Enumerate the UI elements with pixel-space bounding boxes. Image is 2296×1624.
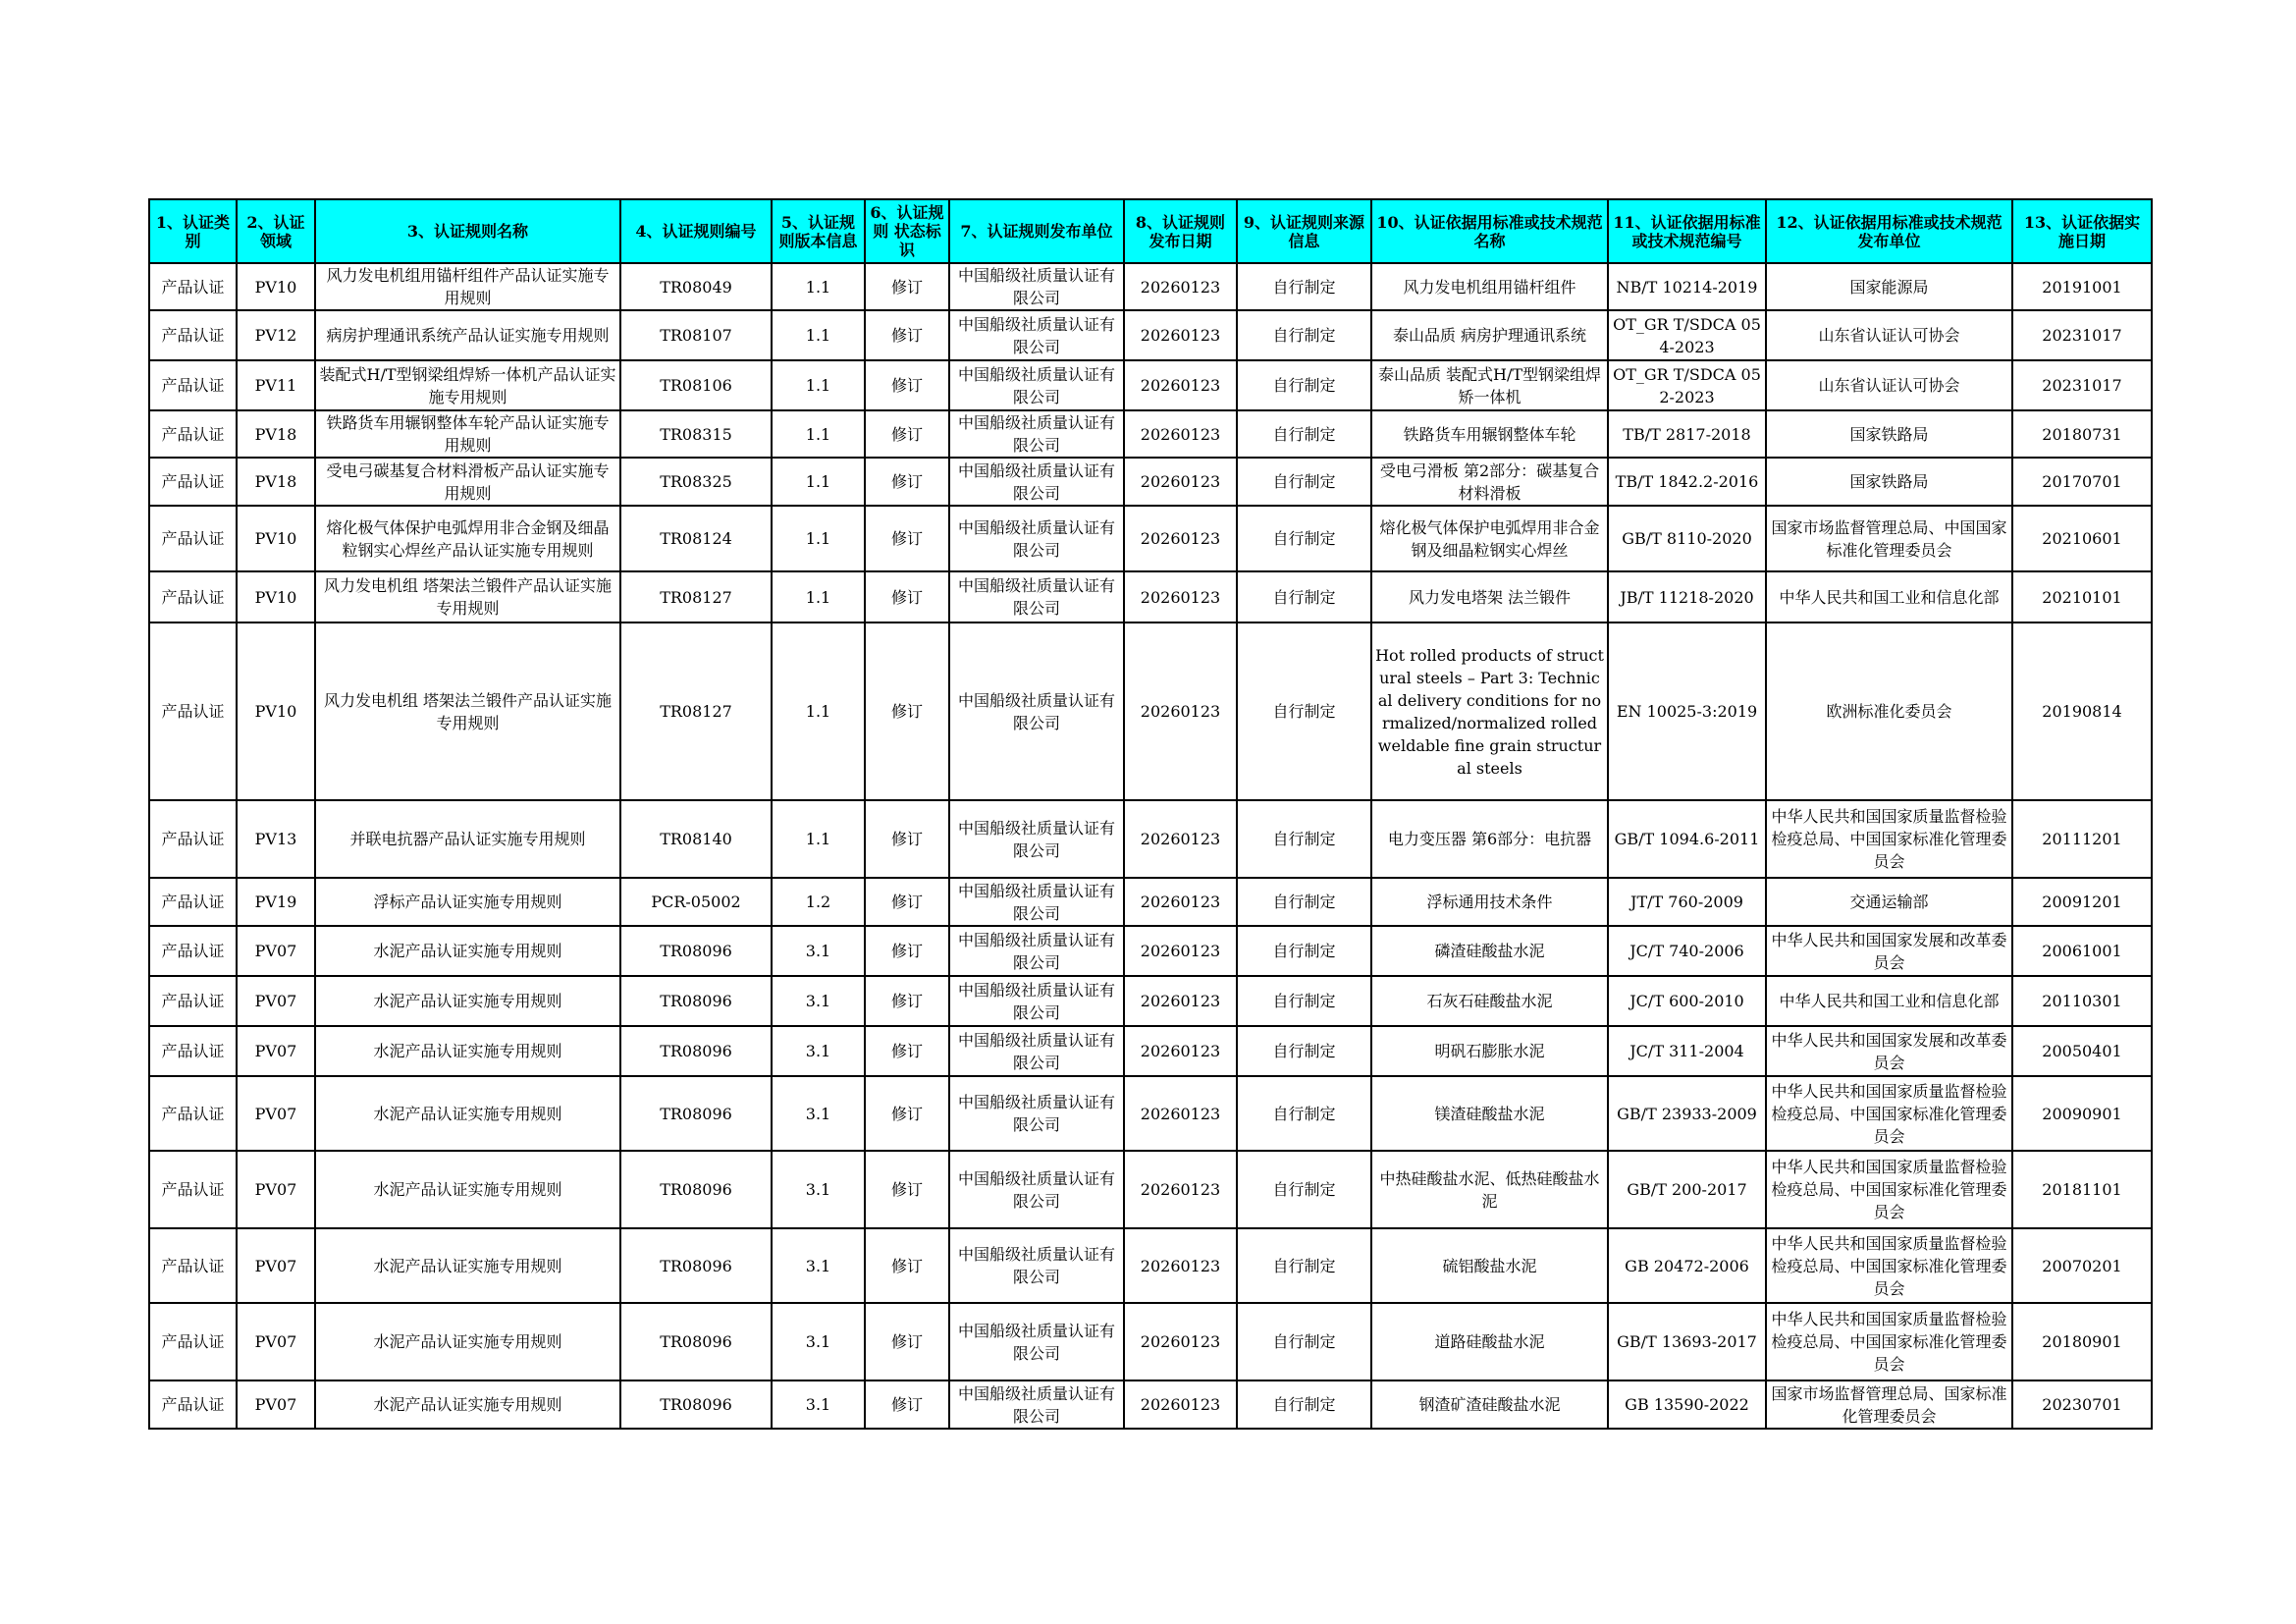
header-rule-status: 6、认证规则 状态标识 [865, 199, 949, 263]
cell-cert-field: PV07 [237, 1076, 315, 1151]
cell-rule-number: TR08124 [620, 506, 772, 571]
cell-rule-status: 修订 [865, 1303, 949, 1380]
cell-cert-category: 产品认证 [149, 1076, 237, 1151]
table-row [149, 623, 2152, 800]
cell-cert-category: 产品认证 [149, 623, 237, 800]
cell-source: 自行制定 [1237, 926, 1371, 976]
cell-rule-number: TR08325 [620, 458, 772, 506]
cell-rule-version: 1.1 [772, 800, 865, 878]
cell-publish-date: 20260123 [1124, 1076, 1237, 1151]
cell-rule-name: 风力发电机组 塔架法兰锻件产品认证实施专用规则 [315, 623, 620, 800]
cell-rule-version: 3.1 [772, 976, 865, 1026]
cell-rule-number: TR08096 [620, 926, 772, 976]
table-row [149, 1380, 2152, 1429]
table-row [149, 926, 2152, 976]
cell-source: 自行制定 [1237, 623, 1371, 800]
cell-effective-date: 20210101 [2012, 571, 2152, 623]
cell-standard-number: JC/T 311-2004 [1608, 1026, 1766, 1076]
cell-standard-name: 泰山品质 装配式H/T型钢梁组焊矫一体机 [1371, 360, 1608, 410]
cell-rule-name: 水泥产品认证实施专用规则 [315, 1303, 620, 1380]
table-row [149, 878, 2152, 926]
cell-cert-field: PV07 [237, 1026, 315, 1076]
cell-rule-version: 3.1 [772, 926, 865, 976]
cell-cert-field: PV19 [237, 878, 315, 926]
header-effective-date: 13、认证依据实施日期 [2012, 199, 2152, 263]
cell-rule-version: 1.1 [772, 571, 865, 623]
cell-rule-version: 1.1 [772, 263, 865, 310]
cell-rule-status: 修订 [865, 926, 949, 976]
cell-rule-number: TR08106 [620, 360, 772, 410]
cell-rule-name: 浮标产品认证实施专用规则 [315, 878, 620, 926]
cell-rule-name: 水泥产品认证实施专用规则 [315, 976, 620, 1026]
cell-rule-version: 3.1 [772, 1228, 865, 1303]
cell-publish-date: 20260123 [1124, 1228, 1237, 1303]
cell-standard-name: Hot rolled products of structural steels – Part 3: Technical delivery conditions for normalized/normalized rolled weldable fine grain structural steels [1371, 623, 1608, 800]
cell-rule-name: 水泥产品认证实施专用规则 [315, 1076, 620, 1151]
cell-rule-name: 风力发电机组 塔架法兰锻件产品认证实施专用规则 [315, 571, 620, 623]
table-row [149, 1026, 2152, 1076]
cell-standard-name: 磷渣硅酸盐水泥 [1371, 926, 1608, 976]
cell-rule-version: 3.1 [772, 1151, 865, 1228]
cell-publish-date: 20260123 [1124, 1303, 1237, 1380]
cell-standard-name: 浮标通用技术条件 [1371, 878, 1608, 926]
cell-cert-category: 产品认证 [149, 1228, 237, 1303]
cell-effective-date: 20091201 [2012, 878, 2152, 926]
cell-source: 自行制定 [1237, 506, 1371, 571]
cell-standard-issuer: 中华人民共和国国家质量监督检验检疫总局、中国国家标准化管理委员会 [1766, 1151, 2012, 1228]
cell-rule-status: 修订 [865, 263, 949, 310]
cell-standard-name: 中热硅酸盐水泥、低热硅酸盐水泥 [1371, 1151, 1608, 1228]
cell-cert-category: 产品认证 [149, 1380, 237, 1429]
cell-rule-version: 1.1 [772, 310, 865, 360]
cell-standard-issuer: 山东省认证认可协会 [1766, 360, 2012, 410]
cell-cert-category: 产品认证 [149, 800, 237, 878]
cell-rule-status: 修订 [865, 506, 949, 571]
cell-publish-date: 20260123 [1124, 800, 1237, 878]
cell-publisher: 中国船级社质量认证有限公司 [949, 976, 1124, 1026]
cell-source: 自行制定 [1237, 1076, 1371, 1151]
cell-publisher: 中国船级社质量认证有限公司 [949, 926, 1124, 976]
cell-publisher: 中国船级社质量认证有限公司 [949, 571, 1124, 623]
cell-standard-issuer: 中华人民共和国国家质量监督检验检疫总局、中国国家标准化管理委员会 [1766, 1076, 2012, 1151]
cell-source: 自行制定 [1237, 800, 1371, 878]
cell-rule-name: 铁路货车用辗钢整体车轮产品认证实施专用规则 [315, 410, 620, 458]
cell-standard-issuer: 中华人民共和国国家质量监督检验检疫总局、中国国家标准化管理委员会 [1766, 800, 2012, 878]
cell-cert-category: 产品认证 [149, 571, 237, 623]
cell-effective-date: 20181101 [2012, 1151, 2152, 1228]
cell-standard-name: 电力变压器 第6部分：电抗器 [1371, 800, 1608, 878]
cell-standard-issuer: 山东省认证认可协会 [1766, 310, 2012, 360]
cell-publisher: 中国船级社质量认证有限公司 [949, 360, 1124, 410]
cell-rule-version: 3.1 [772, 1380, 865, 1429]
cell-source: 自行制定 [1237, 1026, 1371, 1076]
cell-effective-date: 20230701 [2012, 1380, 2152, 1429]
cell-rule-status: 修订 [865, 976, 949, 1026]
cell-rule-status: 修订 [865, 310, 949, 360]
cell-publisher: 中国船级社质量认证有限公司 [949, 623, 1124, 800]
header-rule-number: 4、认证规则编号 [620, 199, 772, 263]
cell-standard-number: JC/T 600-2010 [1608, 976, 1766, 1026]
cell-standard-name: 石灰石硅酸盐水泥 [1371, 976, 1608, 1026]
cell-rule-number: TR08315 [620, 410, 772, 458]
cell-standard-number: NB/T 10214-2019 [1608, 263, 1766, 310]
cell-cert-field: PV12 [237, 310, 315, 360]
cell-standard-number: GB 20472-2006 [1608, 1228, 1766, 1303]
cell-standard-name: 泰山品质 病房护理通讯系统 [1371, 310, 1608, 360]
cell-effective-date: 20110301 [2012, 976, 2152, 1026]
table-row [149, 263, 2152, 310]
cell-standard-number: OT_GR T/SDCA 052-2023 [1608, 360, 1766, 410]
cell-rule-number: TR08140 [620, 800, 772, 878]
cell-publish-date: 20260123 [1124, 360, 1237, 410]
cell-publisher: 中国船级社质量认证有限公司 [949, 410, 1124, 458]
cell-cert-field: PV07 [237, 926, 315, 976]
header-standard-issuer: 12、认证依据用标准或技术规范发布单位 [1766, 199, 2012, 263]
cell-source: 自行制定 [1237, 1303, 1371, 1380]
cell-rule-version: 1.1 [772, 360, 865, 410]
cell-standard-issuer: 国家市场监督管理总局、中国国家标准化管理委员会 [1766, 506, 2012, 571]
cell-rule-number: TR08096 [620, 1151, 772, 1228]
cell-publisher: 中国船级社质量认证有限公司 [949, 310, 1124, 360]
cell-rule-version: 1.1 [772, 458, 865, 506]
cell-standard-issuer: 欧洲标准化委员会 [1766, 623, 2012, 800]
cell-publisher: 中国船级社质量认证有限公司 [949, 1228, 1124, 1303]
cell-cert-category: 产品认证 [149, 263, 237, 310]
cell-standard-issuer: 国家市场监督管理总局、国家标准化管理委员会 [1766, 1380, 2012, 1429]
cell-rule-name: 水泥产品认证实施专用规则 [315, 1151, 620, 1228]
cell-cert-field: PV13 [237, 800, 315, 878]
cell-cert-category: 产品认证 [149, 926, 237, 976]
cell-publish-date: 20260123 [1124, 878, 1237, 926]
cell-standard-number: GB/T 23933-2009 [1608, 1076, 1766, 1151]
cell-standard-issuer: 中华人民共和国国家发展和改革委员会 [1766, 926, 2012, 976]
cell-effective-date: 20231017 [2012, 360, 2152, 410]
cell-standard-name: 风力发电机组用锚杆组件 [1371, 263, 1608, 310]
table-row [149, 410, 2152, 458]
cell-cert-category: 产品认证 [149, 410, 237, 458]
cell-publish-date: 20260123 [1124, 506, 1237, 571]
cell-standard-number: GB/T 1094.6-2011 [1608, 800, 1766, 878]
cell-cert-category: 产品认证 [149, 506, 237, 571]
table-row [149, 800, 2152, 878]
cell-publish-date: 20260123 [1124, 1380, 1237, 1429]
cell-rule-name: 水泥产品认证实施专用规则 [315, 1228, 620, 1303]
cell-rule-number: TR08127 [620, 571, 772, 623]
header-cert-field: 2、认证领域 [237, 199, 315, 263]
cell-rule-name: 水泥产品认证实施专用规则 [315, 1026, 620, 1076]
cell-publish-date: 20260123 [1124, 310, 1237, 360]
cell-standard-number: EN 10025-3:2019 [1608, 623, 1766, 800]
cell-standard-name: 风力发电塔架 法兰锻件 [1371, 571, 1608, 623]
cell-rule-name: 水泥产品认证实施专用规则 [315, 926, 620, 976]
cell-effective-date: 20090901 [2012, 1076, 2152, 1151]
cell-rule-name: 水泥产品认证实施专用规则 [315, 1380, 620, 1429]
header-publisher: 7、认证规则发布单位 [949, 199, 1124, 263]
cell-rule-status: 修订 [865, 623, 949, 800]
cell-publish-date: 20260123 [1124, 263, 1237, 310]
cell-source: 自行制定 [1237, 458, 1371, 506]
cell-publisher: 中国船级社质量认证有限公司 [949, 1380, 1124, 1429]
cell-effective-date: 20170701 [2012, 458, 2152, 506]
cell-standard-number: JT/T 760-2009 [1608, 878, 1766, 926]
cell-publisher: 中国船级社质量认证有限公司 [949, 506, 1124, 571]
header-source: 9、认证规则来源信息 [1237, 199, 1371, 263]
header-rule-version: 5、认证规则版本信息 [772, 199, 865, 263]
cell-source: 自行制定 [1237, 410, 1371, 458]
cell-publish-date: 20260123 [1124, 458, 1237, 506]
cell-rule-status: 修订 [865, 800, 949, 878]
cell-rule-status: 修订 [865, 360, 949, 410]
cell-standard-number: TB/T 2817-2018 [1608, 410, 1766, 458]
cell-publisher: 中国船级社质量认证有限公司 [949, 1303, 1124, 1380]
cell-standard-name: 钢渣矿渣硅酸盐水泥 [1371, 1380, 1608, 1429]
table-row [149, 1151, 2152, 1228]
table-row [149, 1076, 2152, 1151]
cell-source: 自行制定 [1237, 976, 1371, 1026]
cell-standard-name: 受电弓滑板 第2部分：碳基复合材料滑板 [1371, 458, 1608, 506]
table-row [149, 310, 2152, 360]
cell-effective-date: 20191001 [2012, 263, 2152, 310]
cell-standard-number: GB/T 200-2017 [1608, 1151, 1766, 1228]
cell-effective-date: 20190814 [2012, 623, 2152, 800]
cell-cert-category: 产品认证 [149, 1303, 237, 1380]
cell-rule-name: 受电弓碳基复合材料滑板产品认证实施专用规则 [315, 458, 620, 506]
cell-cert-field: PV07 [237, 1151, 315, 1228]
cell-rule-status: 修订 [865, 1228, 949, 1303]
cell-rule-status: 修订 [865, 410, 949, 458]
header-standard-name: 10、认证依据用标准或技术规范名称 [1371, 199, 1608, 263]
cell-rule-name: 风力发电机组用锚杆组件产品认证实施专用规则 [315, 263, 620, 310]
cell-rule-number: TR08096 [620, 1303, 772, 1380]
cell-publisher: 中国船级社质量认证有限公司 [949, 878, 1124, 926]
cell-cert-field: PV07 [237, 1380, 315, 1429]
cell-publisher: 中国船级社质量认证有限公司 [949, 1026, 1124, 1076]
cell-source: 自行制定 [1237, 1151, 1371, 1228]
cell-rule-name: 熔化极气体保护电弧焊用非合金钢及细晶粒钢实心焊丝产品认证实施专用规则 [315, 506, 620, 571]
cell-publisher: 中国船级社质量认证有限公司 [949, 1151, 1124, 1228]
cell-rule-number: TR08107 [620, 310, 772, 360]
cell-source: 自行制定 [1237, 1228, 1371, 1303]
header-cert-category: 1、认证类别 [149, 199, 237, 263]
table-row [149, 976, 2152, 1026]
cell-standard-issuer: 国家能源局 [1766, 263, 2012, 310]
cell-standard-name: 熔化极气体保护电弧焊用非合金钢及细晶粒钢实心焊丝 [1371, 506, 1608, 571]
cell-standard-name: 道路硅酸盐水泥 [1371, 1303, 1608, 1380]
cell-rule-status: 修订 [865, 1076, 949, 1151]
cell-effective-date: 20180731 [2012, 410, 2152, 458]
cell-rule-number: TR08096 [620, 1076, 772, 1151]
cell-effective-date: 20180901 [2012, 1303, 2152, 1380]
cell-standard-name: 铁路货车用辗钢整体车轮 [1371, 410, 1608, 458]
cell-cert-field: PV10 [237, 571, 315, 623]
cell-standard-name: 镁渣硅酸盐水泥 [1371, 1076, 1608, 1151]
cell-publisher: 中国船级社质量认证有限公司 [949, 263, 1124, 310]
certification-table [148, 198, 2153, 1430]
cell-publish-date: 20260123 [1124, 1151, 1237, 1228]
header-standard-number: 11、认证依据用标准或技术规范编号 [1608, 199, 1766, 263]
cell-rule-status: 修订 [865, 458, 949, 506]
cell-cert-category: 产品认证 [149, 310, 237, 360]
cell-cert-field: PV11 [237, 360, 315, 410]
cell-rule-number: TR08096 [620, 976, 772, 1026]
cell-publish-date: 20260123 [1124, 976, 1237, 1026]
cell-source: 自行制定 [1237, 1380, 1371, 1429]
cell-rule-version: 1.2 [772, 878, 865, 926]
cell-rule-status: 修订 [865, 1380, 949, 1429]
cell-cert-field: PV10 [237, 623, 315, 800]
cell-rule-status: 修订 [865, 1026, 949, 1076]
cell-cert-category: 产品认证 [149, 458, 237, 506]
cell-cert-field: PV07 [237, 1228, 315, 1303]
cell-cert-category: 产品认证 [149, 1026, 237, 1076]
cell-standard-name: 硫铝酸盐水泥 [1371, 1228, 1608, 1303]
cell-rule-version: 3.1 [772, 1303, 865, 1380]
cell-standard-issuer: 中华人民共和国工业和信息化部 [1766, 571, 2012, 623]
cell-cert-category: 产品认证 [149, 1151, 237, 1228]
cell-rule-name: 装配式H/T型钢梁组焊矫一体机产品认证实施专用规则 [315, 360, 620, 410]
table-row [149, 360, 2152, 410]
cell-rule-number: PCR-05002 [620, 878, 772, 926]
cell-rule-number: TR08127 [620, 623, 772, 800]
cell-standard-issuer: 交通运输部 [1766, 878, 2012, 926]
cell-publish-date: 20260123 [1124, 623, 1237, 800]
cell-source: 自行制定 [1237, 571, 1371, 623]
cell-publisher: 中国船级社质量认证有限公司 [949, 1076, 1124, 1151]
cell-effective-date: 20070201 [2012, 1228, 2152, 1303]
cell-source: 自行制定 [1237, 878, 1371, 926]
cell-effective-date: 20210601 [2012, 506, 2152, 571]
cell-cert-category: 产品认证 [149, 878, 237, 926]
cell-publish-date: 20260123 [1124, 410, 1237, 458]
table-row [149, 506, 2152, 571]
cell-standard-number: GB/T 13693-2017 [1608, 1303, 1766, 1380]
cell-cert-field: PV10 [237, 263, 315, 310]
table-row [149, 571, 2152, 623]
cell-standard-number: TB/T 1842.2-2016 [1608, 458, 1766, 506]
cell-rule-number: TR08096 [620, 1026, 772, 1076]
cell-rule-version: 1.1 [772, 506, 865, 571]
cell-standard-number: GB 13590-2022 [1608, 1380, 1766, 1429]
cell-cert-category: 产品认证 [149, 360, 237, 410]
cell-rule-status: 修订 [865, 1151, 949, 1228]
cell-rule-number: TR08096 [620, 1228, 772, 1303]
cell-standard-issuer: 中华人民共和国国家质量监督检验检疫总局、中国国家标准化管理委员会 [1766, 1303, 2012, 1380]
cell-publish-date: 20260123 [1124, 571, 1237, 623]
cell-rule-number: TR08049 [620, 263, 772, 310]
cell-standard-number: JB/T 11218-2020 [1608, 571, 1766, 623]
cell-rule-status: 修订 [865, 878, 949, 926]
cell-source: 自行制定 [1237, 310, 1371, 360]
cell-rule-name: 病房护理通讯系统产品认证实施专用规则 [315, 310, 620, 360]
cell-standard-issuer: 中华人民共和国工业和信息化部 [1766, 976, 2012, 1026]
cell-rule-version: 1.1 [772, 410, 865, 458]
cell-source: 自行制定 [1237, 360, 1371, 410]
cell-effective-date: 20231017 [2012, 310, 2152, 360]
cell-effective-date: 20111201 [2012, 800, 2152, 878]
cell-standard-issuer: 国家铁路局 [1766, 458, 2012, 506]
cell-rule-status: 修订 [865, 571, 949, 623]
cell-cert-field: PV18 [237, 410, 315, 458]
cell-standard-number: GB/T 8110-2020 [1608, 506, 1766, 571]
table-row [149, 1228, 2152, 1303]
cell-standard-number: JC/T 740-2006 [1608, 926, 1766, 976]
cell-cert-field: PV18 [237, 458, 315, 506]
cell-rule-version: 1.1 [772, 623, 865, 800]
cell-standard-issuer: 中华人民共和国国家发展和改革委员会 [1766, 1026, 2012, 1076]
header-publish-date: 8、认证规则发布日期 [1124, 199, 1237, 263]
cell-effective-date: 20061001 [2012, 926, 2152, 976]
cell-publisher: 中国船级社质量认证有限公司 [949, 800, 1124, 878]
cell-standard-issuer: 中华人民共和国国家质量监督检验检疫总局、中国国家标准化管理委员会 [1766, 1228, 2012, 1303]
table-row [149, 458, 2152, 506]
cell-rule-name: 并联电抗器产品认证实施专用规则 [315, 800, 620, 878]
cell-cert-field: PV10 [237, 506, 315, 571]
cell-source: 自行制定 [1237, 263, 1371, 310]
cell-effective-date: 20050401 [2012, 1026, 2152, 1076]
table-header-row [149, 199, 2152, 263]
cell-standard-number: OT_GR T/SDCA 054-2023 [1608, 310, 1766, 360]
table-body [149, 263, 2152, 1429]
table-row [149, 1303, 2152, 1380]
cell-publisher: 中国船级社质量认证有限公司 [949, 458, 1124, 506]
cell-standard-name: 明矾石膨胀水泥 [1371, 1026, 1608, 1076]
cell-cert-field: PV07 [237, 976, 315, 1026]
cell-cert-field: PV07 [237, 1303, 315, 1380]
cell-publish-date: 20260123 [1124, 926, 1237, 976]
header-rule-name: 3、认证规则名称 [315, 199, 620, 263]
cell-cert-category: 产品认证 [149, 976, 237, 1026]
cell-standard-issuer: 国家铁路局 [1766, 410, 2012, 458]
cell-rule-number: TR08096 [620, 1380, 772, 1429]
cell-rule-version: 3.1 [772, 1026, 865, 1076]
cell-rule-version: 3.1 [772, 1076, 865, 1151]
cell-publish-date: 20260123 [1124, 1026, 1237, 1076]
